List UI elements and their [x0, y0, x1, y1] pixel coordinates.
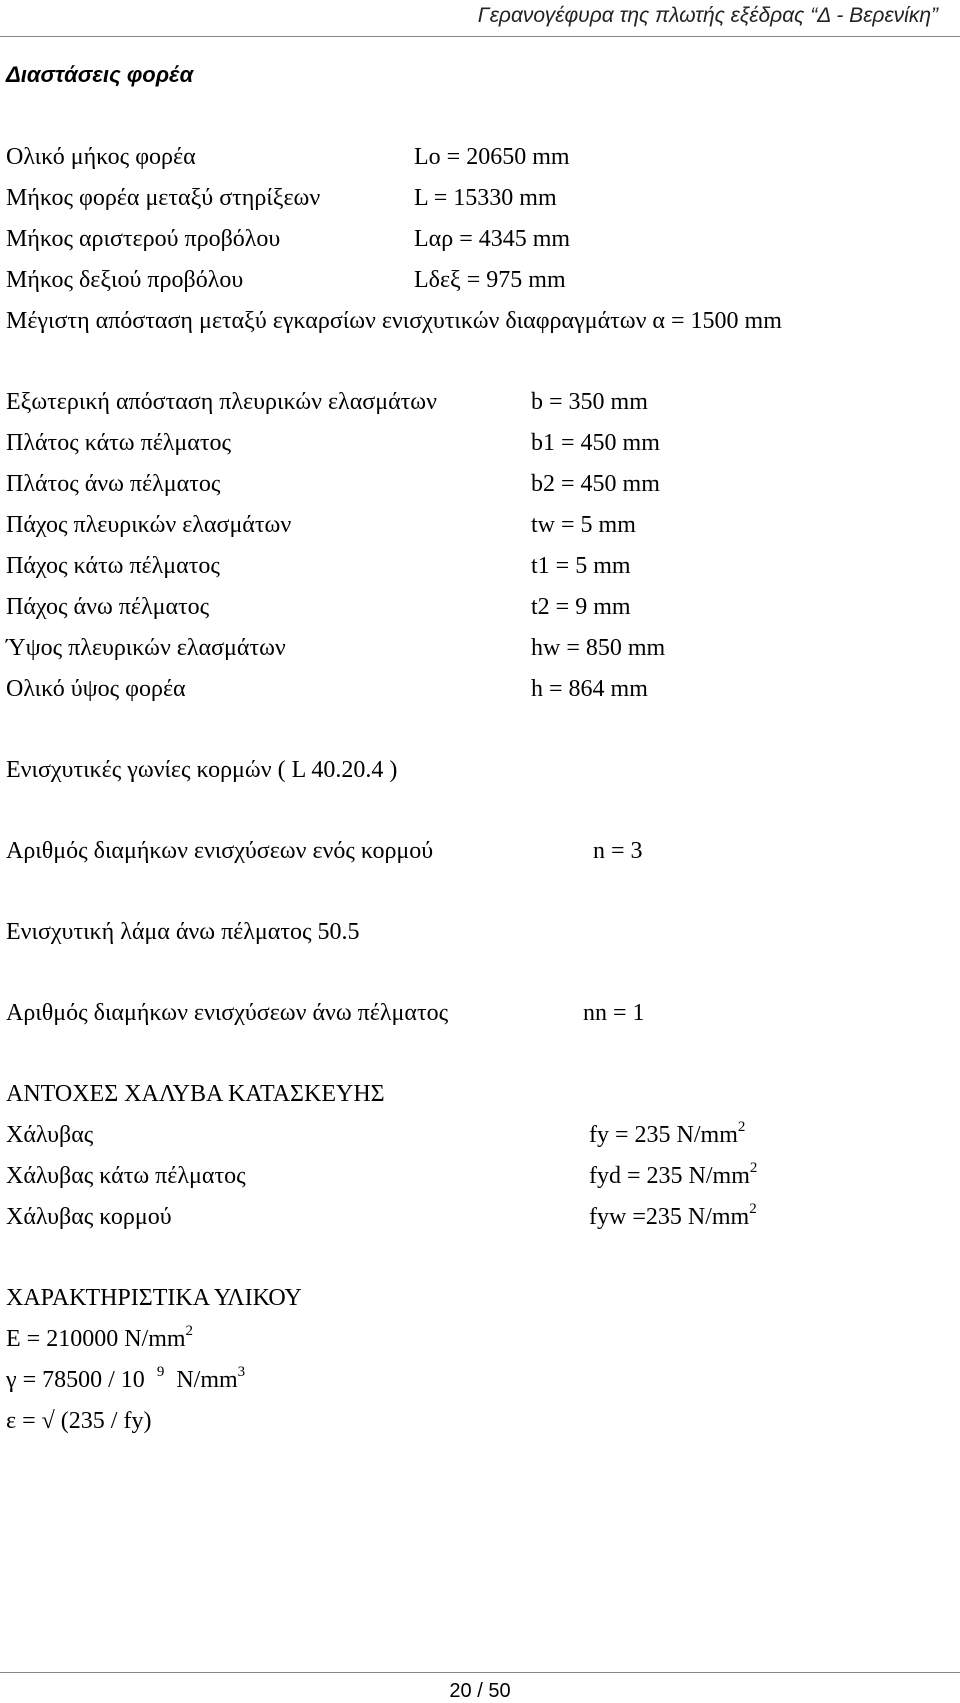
length-value-span: L = 15330 mm: [414, 185, 557, 211]
flange-stiffeners-label: Αριθμός διαμήκων ενισχύσεων άνω πέλματος: [6, 1000, 449, 1026]
header-divider: [0, 36, 960, 37]
flange-stiffeners-value: nn = 1: [583, 1000, 645, 1026]
web-stiffeners-value: n = 3: [593, 838, 643, 864]
dim-label-b2: Πλάτος άνω πέλματος: [6, 471, 221, 497]
length-value-left-cantilever: Lαρ = 4345 mm: [414, 226, 571, 252]
page-number: 20 / 50: [449, 1680, 511, 1702]
dim-label-hw: Ύψος πλευρικών ελασμάτων: [6, 635, 286, 661]
length-label-span: Μήκος φορέα μεταξύ στηρίξεων: [6, 185, 321, 211]
dim-label-tw: Πάχος πλευρικών ελασμάτων: [6, 512, 292, 538]
stiffener-angles-line: Ενισχυτικές γωνίες κορμών ( L 40.20.4 ): [6, 757, 398, 783]
steel-label-fyw: Χάλυβας κορμού: [6, 1204, 172, 1230]
material-heading: ΧΑΡΑΚΤΗΡΙΣΤΙΚΑ ΥΛΙΚΟΥ: [6, 1285, 302, 1311]
length-value-total: Lo = 20650 mm: [414, 144, 570, 170]
dim-value-hw: hw = 850 mm: [531, 635, 666, 661]
steel-value-fyw: fyw =235 $N/mm^2$: [589, 1201, 757, 1230]
length-value-right-cantilever: Lδεξ = 975 mm: [414, 267, 566, 293]
dim-value-tw: tw = 5 mm: [531, 512, 636, 538]
dim-label-b: Εξωτερική απόσταση πλευρικών ελασμάτων: [6, 389, 437, 415]
steel-label-fy: Χάλυβας: [6, 1122, 94, 1148]
steel-label-fyd: Χάλυβας κάτω πέλματος: [6, 1163, 246, 1189]
section-title: Διαστάσεις φορέα: [6, 62, 194, 87]
material-density: γ = 78500 / 10 $^9$ $N/mm^3$: [6, 1364, 246, 1393]
dim-value-b: b = 350 mm: [531, 389, 648, 415]
length-label-total: Ολικό μήκος φορέα: [6, 144, 196, 170]
steel-heading: ΑΝΤΟΧΕΣ ΧΑΛΥΒΑ ΚΑΤΑΣΚΕΥΗΣ: [6, 1081, 385, 1107]
dim-value-h: h = 864 mm: [531, 676, 648, 702]
web-stiffeners-label: Αριθμός διαμήκων ενισχύσεων ενός κορμού: [6, 838, 434, 864]
length-label-left-cantilever: Μήκος αριστερού προβόλου: [6, 226, 281, 252]
dim-label-b1: Πλάτος κάτω πέλματος: [6, 430, 232, 456]
steel-value-fyd: fyd = 235 $N/mm^2$: [589, 1160, 758, 1189]
dim-value-t2: t2 = 9 mm: [531, 594, 631, 620]
flange-plate-line: Ενισχυτική λάμα άνω πέλματος 50.5: [6, 919, 360, 945]
footer-divider: [0, 1672, 960, 1673]
dim-value-b2: b2 = 450 mm: [531, 471, 660, 497]
dim-label-t1: Πάχος κάτω πέλματος: [6, 553, 220, 579]
dim-label-h: Ολικό ύψος φορέα: [6, 676, 186, 702]
material-epsilon: ε = √ (235 / fy): [6, 1408, 152, 1434]
running-header: Γερανογέφυρα της πλωτής εξέδρας “Δ - Βερενίκη”: [477, 4, 938, 27]
steel-value-fy: fy = 235 $N/mm^2$: [589, 1119, 746, 1148]
length-label-right-cantilever: Μήκος δεξιού προβόλου: [6, 267, 244, 293]
dim-value-b1: b1 = 450 mm: [531, 430, 660, 456]
diaphragm-spacing-line: Μέγιστη απόσταση μεταξύ εγκαρσίων ενισχυτικών διαφραγμάτων α = 1500 mm: [6, 308, 782, 334]
dim-value-t1: t1 = 5 mm: [531, 553, 631, 579]
material-modulus: E = 210000 $N/mm^2$: [6, 1323, 194, 1352]
dim-label-t2: Πάχος άνω πέλματος: [6, 594, 210, 620]
